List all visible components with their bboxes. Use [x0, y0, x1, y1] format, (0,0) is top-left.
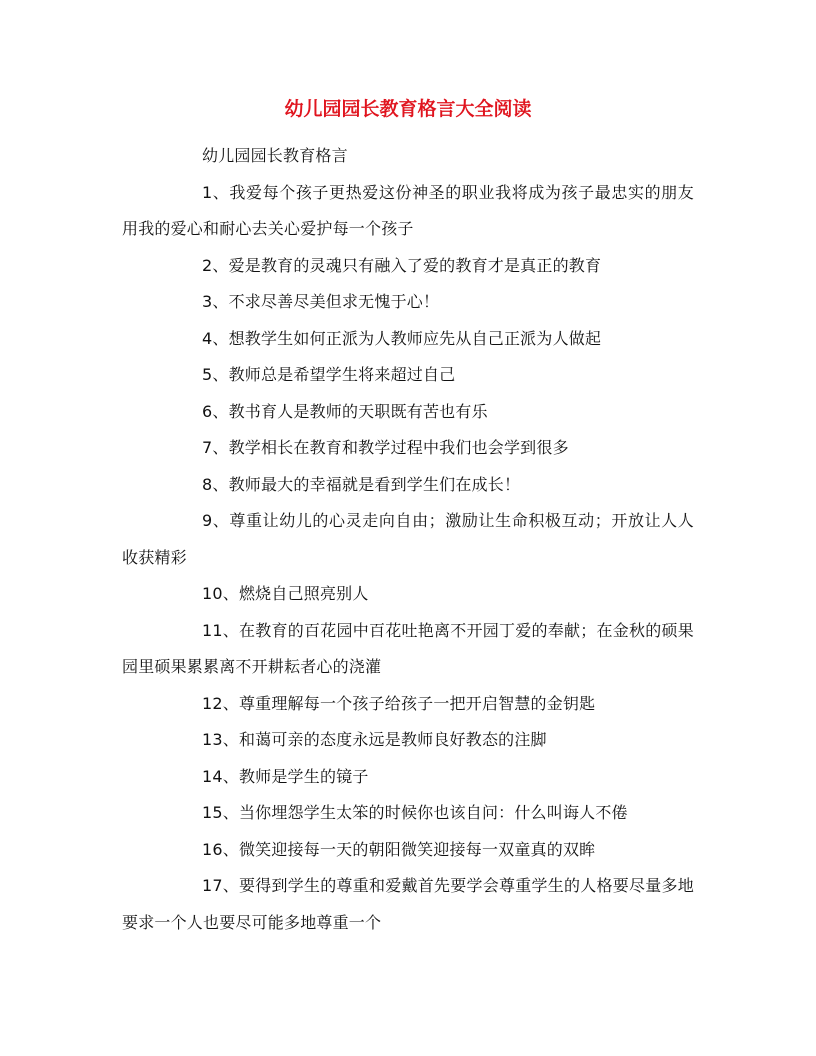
motto-item-16: 16、微笑迎接每一天的朝阳微笑迎接每一双童真的双眸: [202, 839, 596, 859]
motto-item-3: 3、不求尽善尽美但求无愧于心！: [202, 292, 440, 311]
motto-item-17: 17、要得到学生的尊重和爱戴首先要学会尊重学生的人格要尽量多地要求一个人也要尽可能多地尊重一个: [122, 876, 694, 932]
document-body: [122, 138, 694, 941]
motto-item-2: 2、爱是教育的灵魂只有融入了爱的教育才是真正的教育: [202, 255, 602, 275]
motto-item-9: 9、尊重让幼儿的心灵走向自由；激励让生命积极互动；开放让人人收获精彩: [122, 511, 694, 567]
motto-item-15: 15、当你埋怨学生太笨的时候你也该自问：什么叫诲人不倦: [202, 803, 628, 822]
motto-item-5: 5、教师总是希望学生将来超过自己: [202, 365, 456, 384]
motto-item-7: 7、教学相长在教育和教学过程中我们也会学到很多: [202, 438, 569, 457]
motto-item-1: 1、我爱每个孩子更热爱这份神圣的职业我将成为孩子最忠实的朋友用我的爱心和耐心去关心爱护每一个孩子: [122, 182, 694, 238]
motto-item-13: 13、和蔼可亲的态度永远是教师良好教态的注脚: [202, 730, 547, 749]
motto-item-12: 12、尊重理解每一个孩子给孩子一把开启智慧的金钥匙: [202, 693, 596, 713]
motto-item-10: 10、燃烧自己照亮别人: [202, 584, 369, 603]
motto-item-6: 6、教书育人是教师的天职既有苦也有乐: [202, 401, 488, 421]
subtitle-paragraph: 幼儿园园长教育格言: [202, 146, 348, 165]
motto-item-8: 8、教师最大的幸福就是看到学生们在成长！: [202, 474, 521, 494]
motto-item-4: 4、想教学生如何正派为人教师应先从自己正派为人做起: [202, 328, 602, 348]
document-title: 幼儿园园长教育格言大全阅读: [284, 98, 532, 120]
motto-item-11: 11、在教育的百花园中百花吐艳离不开园丁爱的奉献；在金秋的硕果园里硕果累累离不开耕耘者心的浇灌: [122, 620, 694, 676]
motto-item-14: 14、教师是学生的镜子: [202, 766, 369, 786]
